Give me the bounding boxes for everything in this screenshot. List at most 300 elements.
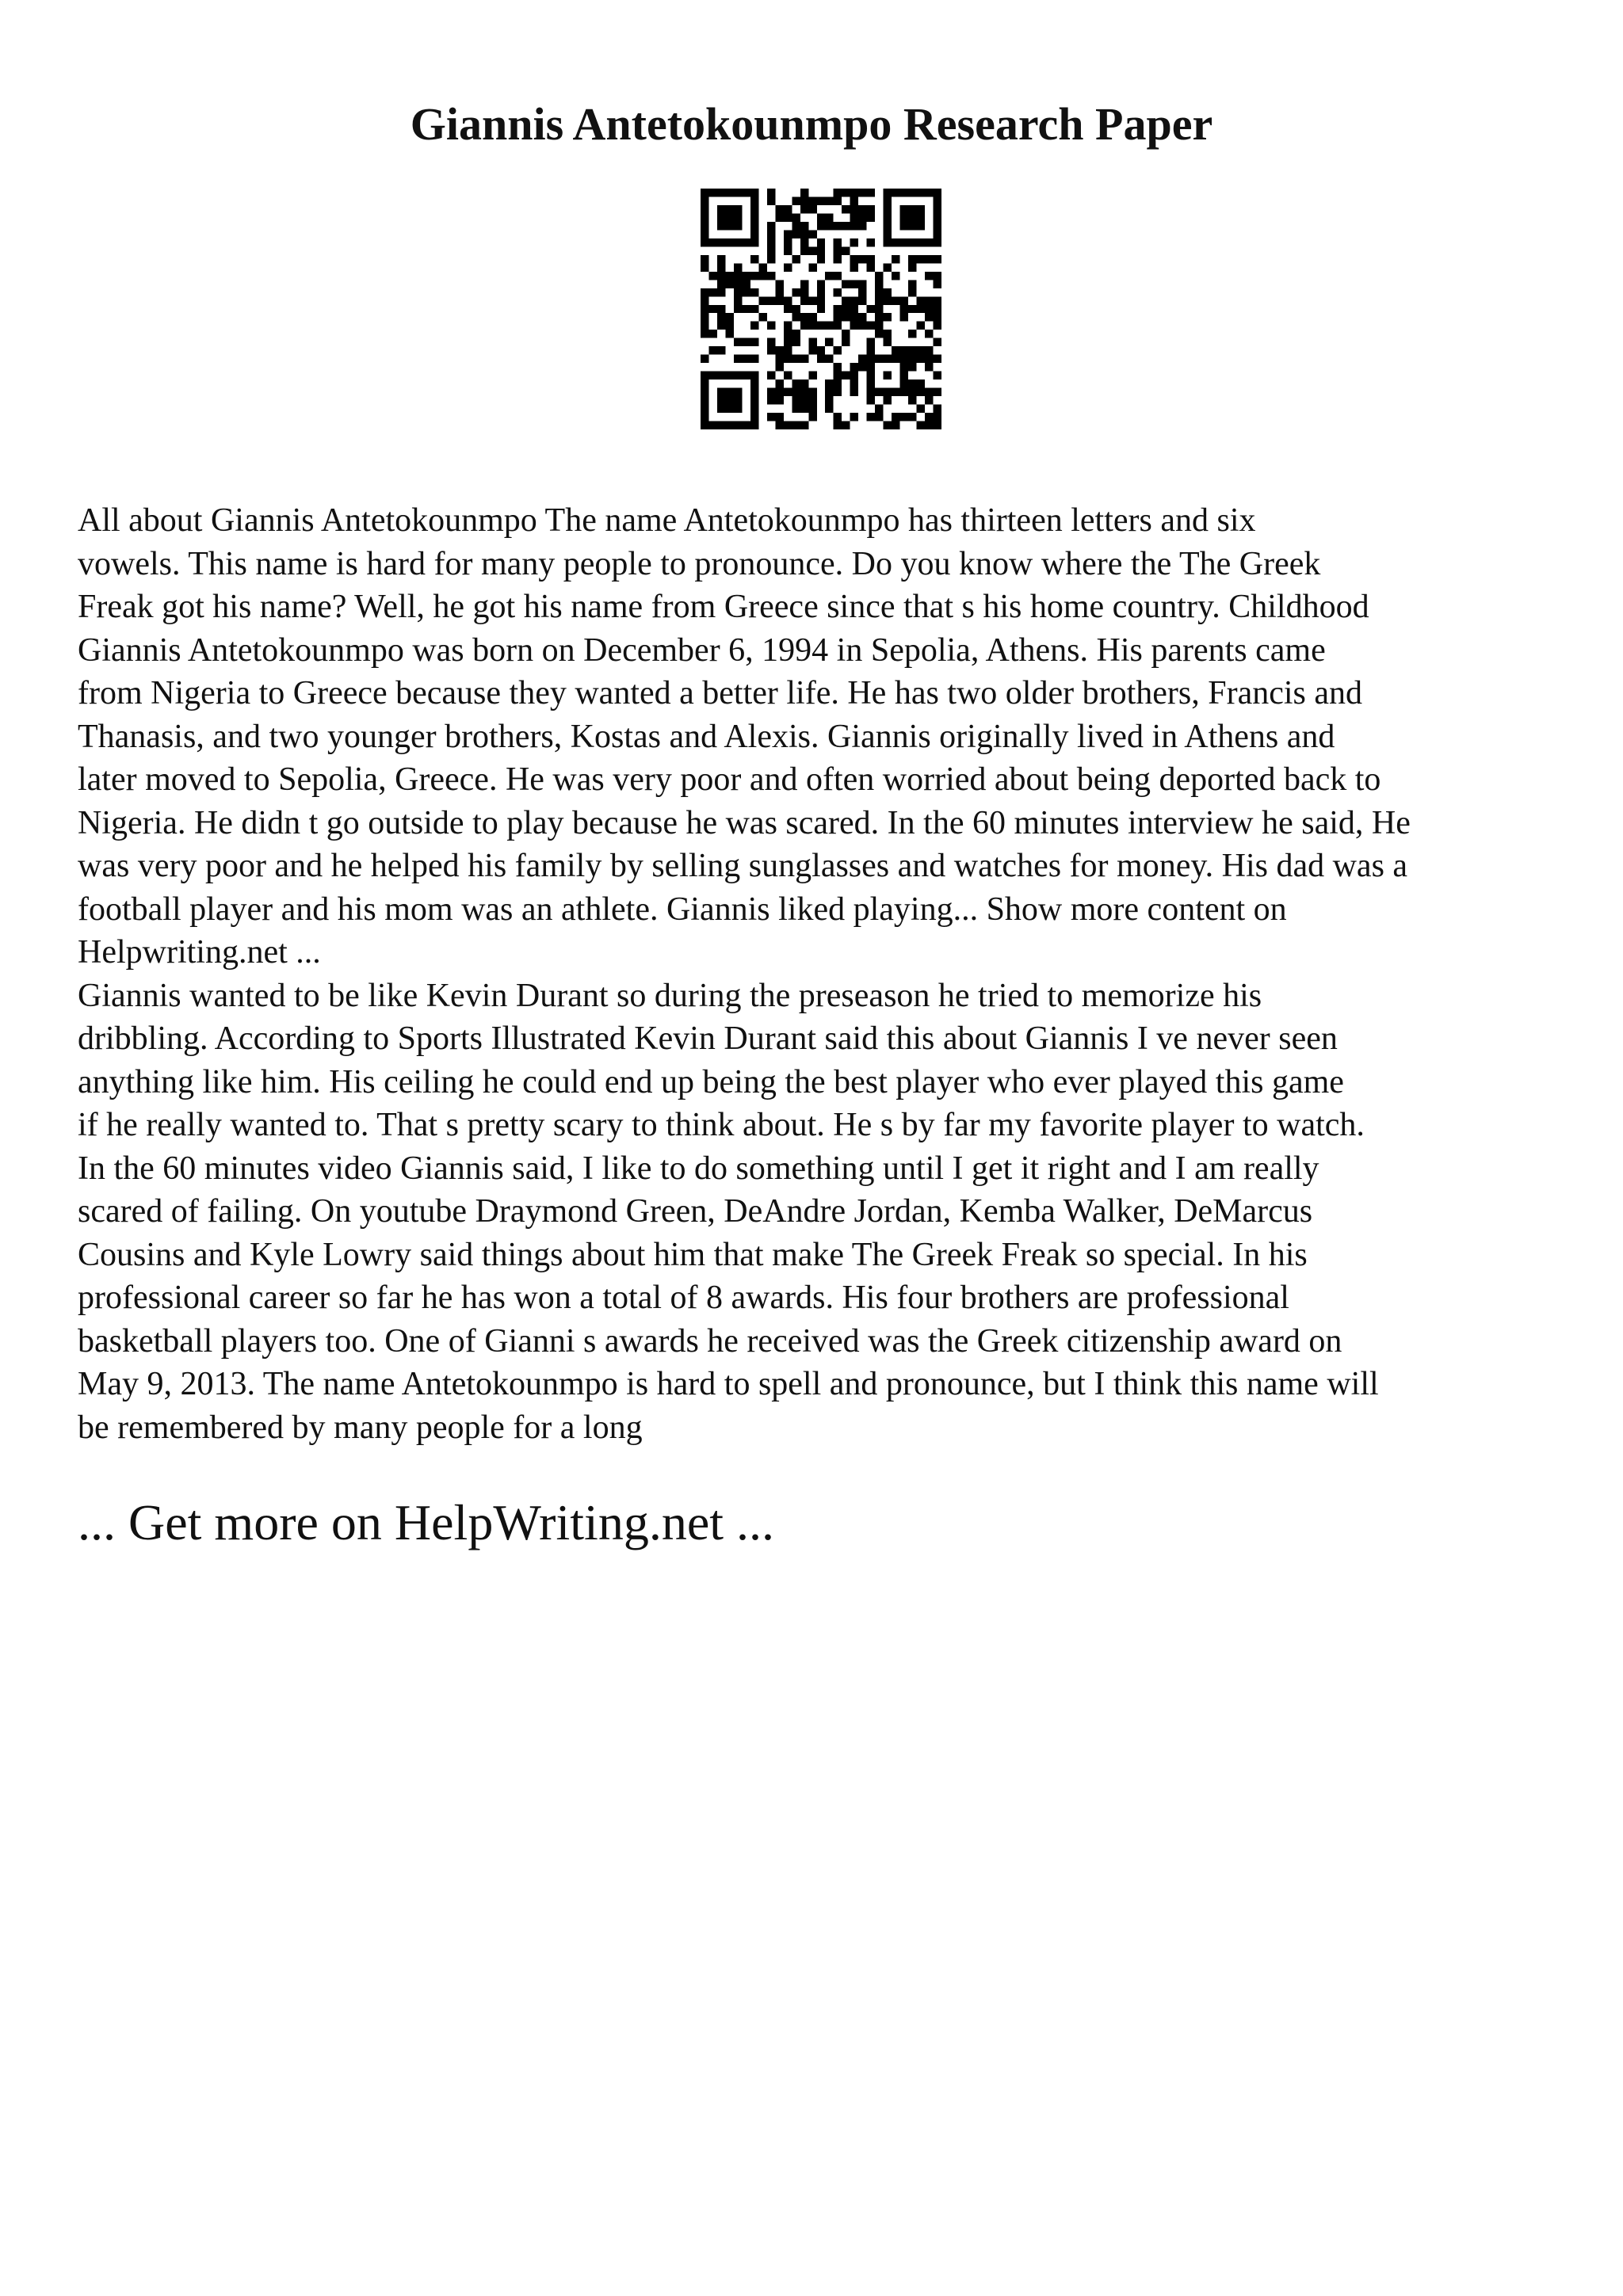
- qr-module: [708, 305, 716, 313]
- qr-module: [784, 213, 792, 221]
- qr-module: [792, 255, 800, 263]
- qr-module: [842, 372, 850, 379]
- qr-module: [934, 388, 941, 396]
- qr-module: [917, 255, 925, 263]
- qr-module: [800, 222, 808, 230]
- qr-module: [908, 355, 916, 363]
- qr-module: [867, 413, 875, 421]
- qr-module: [775, 421, 783, 429]
- qr-module: [701, 255, 708, 263]
- qr-module: [858, 189, 866, 196]
- qr-module: [834, 196, 842, 204]
- helpwriting-link[interactable]: ... Get more on HelpWriting.net ...: [78, 1494, 774, 1550]
- qr-module: [900, 346, 908, 354]
- qr-module: [808, 296, 816, 304]
- qr-module: [917, 296, 925, 304]
- qr-module: [884, 330, 892, 338]
- qr-module: [775, 379, 783, 387]
- qr-module: [817, 213, 825, 221]
- qr-module: [717, 346, 725, 354]
- qr-module: [842, 313, 850, 321]
- qr-module: [775, 296, 783, 304]
- qr-module: [908, 396, 916, 404]
- qr-module: [858, 322, 866, 330]
- qr-module: [842, 222, 850, 230]
- qr-module: [800, 205, 808, 213]
- qr-module: [784, 330, 792, 338]
- qr-module: [892, 421, 899, 429]
- qr-module: [725, 272, 733, 280]
- qr-module: [767, 272, 775, 280]
- text-line: Nigeria. He didn t go outside to play because he was scared. In the 60 minutes interview he said, He: [78, 804, 1411, 841]
- qr-module: [934, 338, 941, 346]
- text-line: Helpwriting.net ...: [78, 934, 321, 971]
- qr-module: [908, 413, 916, 421]
- qr-module: [834, 272, 842, 280]
- qr-module: [717, 263, 725, 271]
- qr-module: [775, 413, 783, 421]
- qr-module: [784, 263, 792, 271]
- paragraph: [78, 499, 1568, 974]
- qr-module: [717, 322, 725, 330]
- text-line: vowels. This name is hard for many people to pronounce. Do you know where the The Greek: [78, 545, 1321, 582]
- qr-module: [875, 280, 883, 288]
- qr-module: [842, 246, 850, 254]
- qr-module: [792, 230, 800, 238]
- qr-module: [825, 222, 833, 230]
- qr-module: [834, 363, 842, 371]
- qr-module: [858, 213, 866, 221]
- text-line: if he really wanted to. That s pretty scary to think about. He s by far my favorite player to watch.: [78, 1107, 1365, 1143]
- qr-module: [934, 413, 941, 421]
- qr-module: [908, 280, 916, 288]
- qr-module: [767, 196, 775, 204]
- qr-module: [842, 305, 850, 313]
- qr-module: [775, 288, 783, 296]
- qr-module: [825, 272, 833, 280]
- qr-module: [867, 255, 875, 263]
- qr-module: [825, 213, 833, 221]
- qr-module: [850, 296, 858, 304]
- qr-module: [900, 305, 908, 313]
- qr-module: [850, 263, 858, 271]
- qr-module: [884, 338, 892, 346]
- qr-module: [925, 396, 933, 404]
- qr-module: [800, 405, 808, 413]
- qr-module: [708, 346, 716, 354]
- qr-module: [934, 305, 941, 313]
- qr-module: [817, 355, 825, 363]
- qr-module: [784, 205, 792, 213]
- qr-module: [767, 413, 775, 421]
- qr-module: [767, 222, 775, 230]
- qr-module: [775, 355, 783, 363]
- qr-module: [850, 363, 858, 371]
- qr-module: [858, 288, 866, 296]
- qr-module: [742, 280, 750, 288]
- qr-module: [725, 330, 733, 338]
- qr-module: [834, 255, 842, 263]
- qr-module: [934, 255, 941, 263]
- qr-module: [825, 405, 833, 413]
- qr-module: [725, 313, 733, 321]
- qr-module: [867, 305, 875, 313]
- qr-module: [792, 396, 800, 404]
- qr-module: [875, 413, 883, 421]
- qr-module: [900, 296, 908, 304]
- qr-module: [934, 355, 941, 363]
- qr-module: [834, 322, 842, 330]
- qr-module: [701, 296, 708, 304]
- qr-module: [875, 296, 883, 304]
- qr-module: [817, 288, 825, 296]
- qr-module: [842, 421, 850, 429]
- qr-module: [867, 346, 875, 354]
- qr-module: [808, 230, 816, 238]
- qr-module: [775, 346, 783, 354]
- text-line: was very poor and he helped his family by selling sunglasses and watches for money. His dad was a: [78, 848, 1408, 884]
- qr-module: [800, 313, 808, 321]
- qr-module: [834, 413, 842, 421]
- qr-module: [734, 305, 742, 313]
- qr-module: [767, 338, 775, 346]
- qr-module: [867, 205, 875, 213]
- qr-module: [875, 313, 883, 321]
- qr-module: [908, 379, 916, 387]
- text-line: be remembered by many people for a long: [78, 1409, 643, 1446]
- qr-module: [917, 405, 925, 413]
- qr-module: [825, 322, 833, 330]
- qr-module: [701, 313, 708, 321]
- qr-module: [825, 338, 833, 346]
- qr-module: [734, 296, 742, 304]
- qr-module: [808, 313, 816, 321]
- qr-module: [742, 355, 750, 363]
- qr-module: [767, 296, 775, 304]
- qr-module: [825, 379, 833, 387]
- qr-module: [725, 280, 733, 288]
- qr-module: [775, 213, 783, 221]
- qr-module: [934, 372, 941, 379]
- qr-module: [775, 205, 783, 213]
- qr-module: [892, 296, 899, 304]
- qr-module: [825, 396, 833, 404]
- qr-module: [850, 196, 858, 204]
- qr-module: [842, 338, 850, 346]
- qr-module: [925, 272, 933, 280]
- qr-module: [892, 255, 899, 263]
- qr-module: [842, 296, 850, 304]
- qr-module: [875, 288, 883, 296]
- qr-module: [767, 255, 775, 263]
- qr-module: [858, 255, 866, 263]
- qr-module: [800, 230, 808, 238]
- qr-module: [784, 421, 792, 429]
- qr-module: [858, 205, 866, 213]
- qr-module: [850, 255, 858, 263]
- qr-module: [867, 322, 875, 330]
- qr-module: [884, 296, 892, 304]
- qr-module: [917, 388, 925, 396]
- qr-module: [867, 189, 875, 196]
- qr-module: [767, 396, 775, 404]
- qr-module: [784, 322, 792, 330]
- qr-module: [925, 346, 933, 354]
- qr-module: [817, 296, 825, 304]
- qr-module: [800, 280, 808, 288]
- qr-module: [758, 272, 766, 280]
- qr-module: [925, 296, 933, 304]
- qr-module: [842, 280, 850, 288]
- qr-module: [900, 313, 908, 321]
- qr-module: [825, 388, 833, 396]
- qr-module: [867, 338, 875, 346]
- qr-module: [917, 346, 925, 354]
- qr-module: [908, 255, 916, 263]
- qr-module: [758, 296, 766, 304]
- qr-module: [734, 272, 742, 280]
- qr-module: [884, 396, 892, 404]
- text-line: Thanasis, and two younger brothers, Kostas and Alexis. Giannis originally lived in Athens and: [78, 718, 1335, 755]
- text-line: Cousins and Kyle Lowry said things about him that make The Greek Freak so special. In his: [78, 1236, 1308, 1273]
- qr-module: [792, 405, 800, 413]
- qr-module: [825, 355, 833, 363]
- qr-module: [834, 246, 842, 254]
- text-line: All about Giannis Antetokounmpo The name Antetokounmpo has thirteen letters and six: [78, 502, 1256, 539]
- qr-module: [767, 246, 775, 254]
- qr-module: [834, 421, 842, 429]
- qr-module: [775, 396, 783, 404]
- qr-module: [808, 246, 816, 254]
- qr-module: [850, 413, 858, 421]
- qr-module: [792, 330, 800, 338]
- qr-module: [792, 305, 800, 313]
- qr-module: [917, 355, 925, 363]
- qr-module: [834, 388, 842, 396]
- qr-module: [701, 322, 708, 330]
- qr-module: [792, 388, 800, 396]
- qr-module: [817, 346, 825, 354]
- text-line: football player and his mom was an athlete. Giannis liked playing... Show more content on: [78, 891, 1287, 928]
- qr-module: [808, 388, 816, 396]
- qr-module: [784, 230, 792, 238]
- qr-module: [850, 280, 858, 288]
- qr-module: [875, 322, 883, 330]
- qr-module: [875, 272, 883, 280]
- qr-module: [858, 355, 866, 363]
- qr-module: [758, 313, 766, 321]
- qr-module: [892, 413, 899, 421]
- qr-module: [908, 263, 916, 271]
- qr-module: [834, 379, 842, 387]
- qr-module: [934, 313, 941, 321]
- qr-module: [701, 263, 708, 271]
- qr-module: [784, 372, 792, 379]
- qr-module: [701, 288, 708, 296]
- qr-module: [775, 280, 783, 288]
- qr-module: [917, 305, 925, 313]
- qr-module: [742, 338, 750, 346]
- qr-module: [784, 355, 792, 363]
- qr-module: [808, 405, 816, 413]
- qr-module: [884, 263, 892, 271]
- qr-module: [717, 280, 725, 288]
- qr-module: [767, 388, 775, 396]
- qr-module: [908, 346, 916, 354]
- qr-module: [734, 338, 742, 346]
- qr-module: [908, 288, 916, 296]
- qr-module: [834, 222, 842, 230]
- text-line: Freak got his name? Well, he got his name from Greece since that s his home country. Childhood: [78, 589, 1369, 625]
- qr-module: [708, 330, 716, 338]
- qr-module: [792, 338, 800, 346]
- qr-module: [717, 313, 725, 321]
- qr-module: [784, 338, 792, 346]
- qr-module: [742, 305, 750, 313]
- qr-module: [767, 372, 775, 379]
- qr-module: [808, 346, 816, 354]
- qr-module: [742, 288, 750, 296]
- qr-module: [858, 313, 866, 321]
- qr-module: [850, 205, 858, 213]
- qr-module: [808, 372, 816, 379]
- qr-module: [817, 246, 825, 254]
- qr-module: [884, 313, 892, 321]
- text-line: later moved to Sepolia, Greece. He was very poor and often worried about being deported back to: [78, 761, 1381, 798]
- qr-module: [884, 421, 892, 429]
- qr-module: [808, 263, 816, 271]
- qr-module: [725, 322, 733, 330]
- qr-module: [792, 355, 800, 363]
- qr-module: [800, 421, 808, 429]
- qr-module: [775, 388, 783, 396]
- qr-module: [834, 372, 842, 379]
- qr-module: [908, 363, 916, 371]
- qr-module: [892, 272, 899, 280]
- qr-module: [867, 396, 875, 404]
- qr-module: [792, 196, 800, 204]
- qr-module: [734, 355, 742, 363]
- qr-module: [850, 379, 858, 387]
- qr-module: [850, 222, 858, 230]
- qr-module: [800, 396, 808, 404]
- qr-module: [792, 313, 800, 321]
- body-text: [78, 499, 1568, 1449]
- qr-module: [934, 280, 941, 288]
- qr-module: [925, 363, 933, 371]
- qr-module: [925, 305, 933, 313]
- qr-module: [825, 196, 833, 204]
- qr-module: [934, 405, 941, 413]
- qr-module: [817, 255, 825, 263]
- qr-module: [908, 388, 916, 396]
- qr-module: [850, 189, 858, 196]
- qr-module: [917, 421, 925, 429]
- paragraph: [78, 974, 1568, 1450]
- qr-module: [817, 280, 825, 288]
- qr-module: [842, 189, 850, 196]
- qr-module: [800, 189, 808, 196]
- qr-module: [808, 322, 816, 330]
- qr-module: [934, 421, 941, 429]
- qr-module: [850, 305, 858, 313]
- qr-module: [867, 213, 875, 221]
- qr-module: [717, 305, 725, 313]
- text-line: professional career so far he has won a total of 8 awards. His four brothers are professional: [78, 1280, 1289, 1316]
- qr-module: [800, 322, 808, 330]
- text-line: Giannis wanted to be like Kevin Durant so during the preseason he tried to memorize his: [78, 977, 1262, 1014]
- qr-module: [800, 288, 808, 296]
- qr-module: [792, 421, 800, 429]
- qr-module: [701, 355, 708, 363]
- qr-module: [858, 363, 866, 371]
- qr-module: [784, 346, 792, 354]
- qr-module: [892, 346, 899, 354]
- qr-module: [800, 246, 808, 254]
- qr-module: [817, 322, 825, 330]
- qr-module: [875, 405, 883, 413]
- text-line: dribbling. According to Sports Illustrated Kevin Durant said this about Giannis I ve never seen: [78, 1020, 1338, 1057]
- qr-module: [717, 255, 725, 263]
- qr-module: [925, 355, 933, 363]
- qr-module: [792, 288, 800, 296]
- text-line: scared of failing. On youtube Draymond Green, DeAndre Jordan, Kemba Walker, DeMarcus: [78, 1193, 1313, 1230]
- qr-code-icon: [701, 189, 941, 429]
- qr-module: [784, 388, 792, 396]
- qr-module: [925, 313, 933, 321]
- qr-module: [867, 263, 875, 271]
- qr-module: [758, 263, 766, 271]
- qr-module: [834, 189, 842, 196]
- qr-module: [734, 280, 742, 288]
- qr-module: [808, 413, 816, 421]
- qr-module: [800, 296, 808, 304]
- text-line: basketball players too. One of Gianni s awards he received was the Greek citizenship award on: [78, 1322, 1342, 1360]
- qr-module: [925, 388, 933, 396]
- qr-module: [808, 396, 816, 404]
- qr-module: [850, 213, 858, 221]
- qr-module: [925, 255, 933, 263]
- qr-module: [717, 272, 725, 280]
- qr-module: [742, 272, 750, 280]
- text-line: from Nigeria to Greece because they wanted a better life. He has two older brothers, Francis and: [78, 675, 1363, 711]
- qr-module: [834, 288, 842, 296]
- qr-module: [858, 222, 866, 230]
- qr-module: [817, 305, 825, 313]
- qr-module: [917, 322, 925, 330]
- qr-module: [834, 305, 842, 313]
- page-title: Giannis Antetokounmpo Research Paper: [410, 98, 1213, 150]
- qr-module: [817, 196, 825, 204]
- qr-module: [875, 330, 883, 338]
- qr-module: [884, 288, 892, 296]
- text-line: anything like him. His ceiling he could end up being the best player who ever played this game: [78, 1063, 1344, 1100]
- qr-module: [834, 346, 842, 354]
- qr-module: [792, 222, 800, 230]
- qr-module: [701, 305, 708, 313]
- qr-module: [908, 330, 916, 338]
- qr-module: [708, 272, 716, 280]
- qr-module: [717, 288, 725, 296]
- qr-module: [701, 330, 708, 338]
- qr-module: [842, 330, 850, 338]
- qr-module: [800, 196, 808, 204]
- qr-module: [800, 388, 808, 396]
- qr-module: [800, 379, 808, 387]
- qr-module: [900, 413, 908, 421]
- qr-module: [850, 372, 858, 379]
- qr-module: [767, 230, 775, 238]
